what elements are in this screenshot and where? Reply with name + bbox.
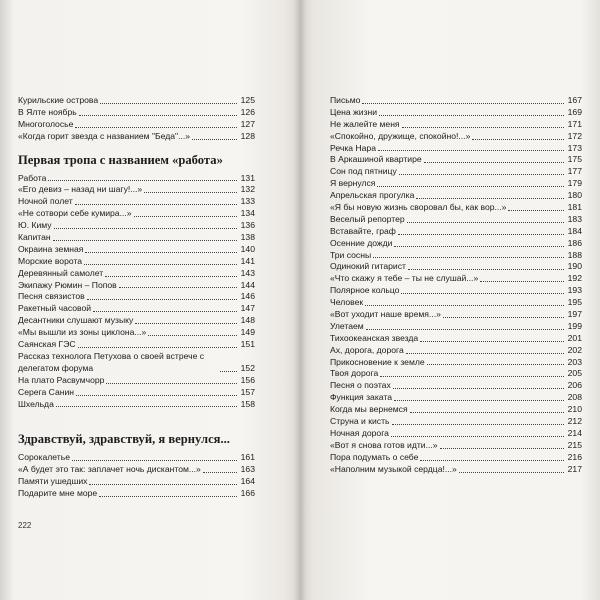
toc-entry-page: 171 [567,118,582,129]
toc-entry [330,273,582,285]
toc-entry [330,333,582,345]
toc-entry-page: 140 [240,243,255,254]
dot-leader [416,198,564,199]
toc-entry-page: 177 [567,166,582,177]
dot-leader [119,287,237,288]
toc-entry-page: 161 [240,452,255,463]
toc-entry-title: «Спокойно, дружище, спокойно!...» [330,130,471,141]
toc-entry-title: Шхельда [18,398,54,409]
toc-entry-page: 179 [567,178,582,189]
dot-leader [407,222,564,223]
toc-entry-title: «Мы вышли из зоны циклона...» [18,327,147,338]
toc-entry-title: «А будет это так: заплачет ночь дискантом...» [18,464,201,475]
toc-entry [330,261,582,273]
toc-entry-page: 141 [240,255,255,266]
dot-leader [420,341,564,342]
dot-leader [48,180,237,181]
dot-leader [391,436,564,437]
dot-leader [54,228,237,229]
dot-leader [100,103,237,104]
dot-leader [93,311,237,312]
toc-entry [330,416,582,428]
toc-entry-title: «Я бы новую жизнь своровал бы, как вор...» [330,202,507,212]
toc-entry [330,119,582,131]
toc-entry-title: Песня о поэтах [330,380,391,391]
dot-leader [148,335,237,336]
dot-leader [398,234,564,235]
left-entries-group-3 [18,452,255,500]
dot-leader [53,240,237,241]
dot-leader [424,162,564,163]
toc-entry [18,173,255,185]
toc-entry-page: 166 [240,488,255,499]
toc-entry [18,208,255,220]
toc-entry-page: 163 [240,464,255,475]
toc-entry [18,339,255,351]
toc-entry-page: 172 [567,130,582,141]
toc-entry-title: В Аркашиной квартире [330,154,422,165]
dot-leader [99,496,237,497]
toc-entry-title: Тихоокеанская звезда [330,332,419,343]
toc-entry [330,452,582,464]
toc-entry [18,220,255,232]
toc-entry-title: Ах, дорога, дорога [330,344,404,355]
toc-entry-title: Сорокалетье [18,452,70,463]
toc-entry-page: 173 [567,142,582,153]
toc-entry-title: «Вот я снова готов идти...» [330,439,438,450]
toc-entry [18,244,255,256]
toc-entry-title: Вставайте, граф [330,225,396,236]
section-heading-work: Первая тропа с названием «работа» [18,152,223,167]
toc-entry [330,154,582,166]
toc-entry [18,95,255,107]
left-entries-group-2 [18,173,255,411]
dot-leader [56,406,237,407]
dot-leader [106,383,237,384]
toc-entry [18,387,255,399]
toc-entry-page: 138 [240,232,255,242]
toc-entry-page: 146 [240,291,255,302]
toc-entry-page: 184 [567,225,582,236]
toc-entry [330,285,582,297]
toc-entry-page: 183 [567,213,582,224]
dot-leader [87,299,237,300]
toc-entry [18,268,255,280]
toc-entry [330,380,582,392]
toc-entry-page: 169 [567,106,582,117]
toc-entry-title: Работа [18,172,47,183]
toc-entry [330,250,582,262]
toc-entry-title: Три сосны [330,249,372,260]
toc-entry-title: Струна и кисть [330,416,390,427]
toc-entry-page: 133 [240,196,255,207]
dot-leader [410,412,564,413]
toc-entry [330,321,582,333]
book-gutter [294,0,306,600]
toc-entry-title: «Наполним музыкой сердца!...» [330,463,457,474]
toc-entry-title: Пора подумать о себе [330,451,419,462]
dot-leader [408,269,564,270]
toc-entry-page: 147 [240,303,255,314]
toc-entry-title: Цена жизни [330,106,378,117]
dot-leader [75,204,237,205]
toc-entry [330,107,582,119]
toc-entry-title: Не жалейте меня [330,118,400,129]
toc-entry-title: Я вернулся [330,178,376,189]
toc-entry [18,280,255,292]
toc-entry-title: Саянская ГЭС [18,339,76,350]
dot-leader [134,216,237,217]
toc-entry-page: 195 [567,297,582,308]
dot-leader [203,472,237,473]
toc-entry [330,166,582,178]
dot-leader [78,347,237,348]
toc-entry-page: 128 [240,130,255,141]
dot-leader [366,329,564,330]
right-page [300,0,600,600]
toc-entry [18,232,255,244]
toc-entry-page: 167 [567,94,582,105]
right-entries-group [330,95,582,476]
toc-entry-page: 188 [567,249,582,260]
dot-leader [399,174,564,175]
dot-leader [427,364,564,365]
toc-entry [18,303,255,315]
toc-entry-page: 192 [567,273,582,284]
toc-entry-page: 149 [240,327,255,338]
toc-entry [330,202,582,214]
dot-leader [365,305,564,306]
dot-leader [380,376,564,377]
toc-entry-title: Серега Санин [18,386,75,397]
toc-entry-page: 125 [240,94,255,105]
dot-leader [379,115,564,116]
toc-entry [330,95,582,107]
toc-entry-title: Песня связистов [18,291,85,302]
section-heading-returned: Здравствуй, здравствуй, я вернулся... [18,432,230,447]
dot-leader [420,460,564,461]
toc-entry [18,452,255,464]
toc-entry-title: Подарите мне море [18,488,98,499]
toc-entry-title: Одинокий гитарист [330,261,406,272]
toc-entry-title: «Вот уходит наше время...» [330,309,441,320]
dot-leader [406,353,564,354]
toc-entry-title: Ночная дорога [330,427,389,438]
toc-entry-title: Речка Нара [330,142,376,153]
toc-entry [330,368,582,380]
toc-entry-title: Ночной полет [18,196,73,207]
toc-entry-title: На плато Расвумчорр [18,374,105,385]
toc-entry-page: 216 [567,451,582,462]
toc-entry-title: Курильские острова [18,94,99,105]
toc-entry [18,256,255,268]
toc-entry-page: 132 [240,184,255,195]
dot-leader [394,246,564,247]
toc-entry-page: 199 [567,320,582,331]
toc-entry-page: 193 [567,285,582,296]
toc-entry-page: 214 [567,427,582,438]
dot-leader [401,293,564,294]
toc-entry-title: Прикосновение к земле [330,356,425,367]
toc-entry-page: 215 [567,439,582,450]
dot-leader [84,264,237,265]
toc-entry [18,476,255,488]
dot-leader [76,395,237,396]
toc-entry-page: 217 [567,463,582,474]
toc-entry-page: 143 [240,267,255,278]
dot-leader [393,388,564,389]
dot-leader [377,186,564,187]
toc-entry-page: 131 [240,172,255,183]
toc-entry-page: 186 [567,237,582,248]
toc-entry-title: Деревянный самолет [18,267,104,278]
left-entries-group-1 [18,95,255,143]
toc-entry [330,178,582,190]
toc-entry-page: 197 [567,309,582,320]
toc-entry-title: «Когда горит звезда с названием "Беда"...» [18,130,191,141]
dot-leader [373,257,564,258]
dot-leader [378,150,564,151]
toc-entry-page: 180 [567,190,582,201]
toc-entry [18,184,255,196]
toc-entry [330,131,582,143]
toc-entry [330,357,582,369]
toc-entry-title: Веселый репортер [330,213,405,224]
toc-entry-page: 148 [240,315,255,326]
toc-entry [18,291,255,303]
toc-entry-page: 144 [240,279,255,290]
toc-entry-page: 126 [240,106,255,117]
toc-entry-page: 210 [567,404,582,415]
toc-entry-title: Человек [330,297,364,308]
toc-entry [330,404,582,416]
toc-entry [330,392,582,404]
toc-entry [18,119,255,131]
toc-entry-title: «Что скажу я тебе – ты не слушай...» [330,273,479,284]
toc-entry-title: Морские ворота [18,255,83,266]
toc-entry [18,315,255,327]
dot-leader [85,252,237,253]
toc-entry-page: 134 [240,208,255,219]
toc-entry-title: Письмо [330,94,361,105]
toc-entry [18,351,255,375]
dot-leader [79,115,237,116]
toc-entry-page: 151 [240,339,255,350]
toc-entry [18,131,255,143]
right-contents-column [330,95,582,476]
dot-leader [472,139,564,140]
dot-leader [89,484,237,485]
toc-entry-page: 190 [567,261,582,272]
dot-leader [75,127,237,128]
toc-entry [18,327,255,339]
toc-entry [18,399,255,411]
toc-entry [330,440,582,452]
toc-entry-page: 136 [240,220,255,231]
dot-leader [362,103,564,104]
dot-leader [135,323,237,324]
toc-entry-title: «Его девиз – назад ни шагу!...» [18,184,143,195]
toc-entry-title: Когда мы вернемся [330,404,408,415]
toc-entry-title: В Ялте ноябрь [18,106,77,117]
dot-leader [144,192,237,193]
toc-entry [330,309,582,321]
toc-entry-page: 156 [240,374,255,385]
toc-entry [330,345,582,357]
dot-leader [402,127,564,128]
dot-leader [480,281,564,282]
toc-entry-page: 205 [567,368,582,379]
dot-leader [443,317,564,318]
toc-entry [330,214,582,226]
toc-entry-title: Ракетный часовой [18,303,92,314]
toc-entry-title: Экипажу Рюмин – Попов [18,279,117,290]
page-number-folio: 222 [18,521,32,530]
dot-leader [440,448,564,449]
toc-entry-title: Осенние дожди [330,237,393,248]
toc-entry [18,375,255,387]
dot-leader [394,400,564,401]
toc-entry [18,488,255,500]
toc-entry [18,107,255,119]
toc-entry-title: Рассказ технолога Петухова о своей встрече с делегатом форума [18,350,205,373]
toc-entry-title: Полярное кольцо [330,285,400,296]
toc-entry-page: 203 [567,356,582,367]
toc-entry-page: 164 [240,476,255,487]
toc-entry-title: Сон под пятницу [330,166,397,177]
toc-entry-page: 201 [567,332,582,343]
left-contents-column [18,95,255,500]
toc-entry-title: Капитан [18,232,51,242]
dot-leader [105,276,237,277]
toc-entry [330,297,582,309]
toc-entry-page: 208 [567,392,582,403]
toc-entry-title: Ю. Киму [18,220,52,231]
toc-entry-page: 202 [567,344,582,355]
toc-entry-title: Апрельская прогулка [330,190,415,201]
toc-entry-page: 212 [567,416,582,427]
toc-entry [330,143,582,155]
toc-entry-title: Твоя дорога [330,368,379,379]
dot-leader [220,371,237,372]
toc-entry [330,464,582,476]
toc-entry-title: Десантники слушают музыку [18,315,134,326]
toc-entry-title: Функция заката [330,392,392,403]
dot-leader [192,139,237,140]
toc-entry [330,238,582,250]
toc-entry [18,464,255,476]
toc-entry-page: 206 [567,380,582,391]
toc-entry-page: 152 [240,362,255,373]
dot-leader [72,460,237,461]
dot-leader [459,472,564,473]
toc-entry [330,428,582,440]
toc-entry-page: 175 [567,154,582,165]
toc-entry-page: 158 [240,398,255,409]
dot-leader [508,210,564,211]
toc-entry-title: Окраина земная [18,243,84,254]
dot-leader [392,424,565,425]
toc-entry-title: Памяти ушедших [18,476,88,487]
toc-entry-title: Многоголосье [18,118,74,129]
section-spacer [18,410,255,422]
toc-entry-title: Улетаем [330,320,364,331]
toc-entry [18,196,255,208]
toc-entry-page: 181 [567,202,582,212]
toc-entry [330,190,582,202]
toc-entry-page: 127 [240,118,255,129]
toc-entry-title: «Не сотвори себе кумира...» [18,208,132,219]
toc-entry-page: 157 [240,386,255,397]
toc-entry [330,226,582,238]
